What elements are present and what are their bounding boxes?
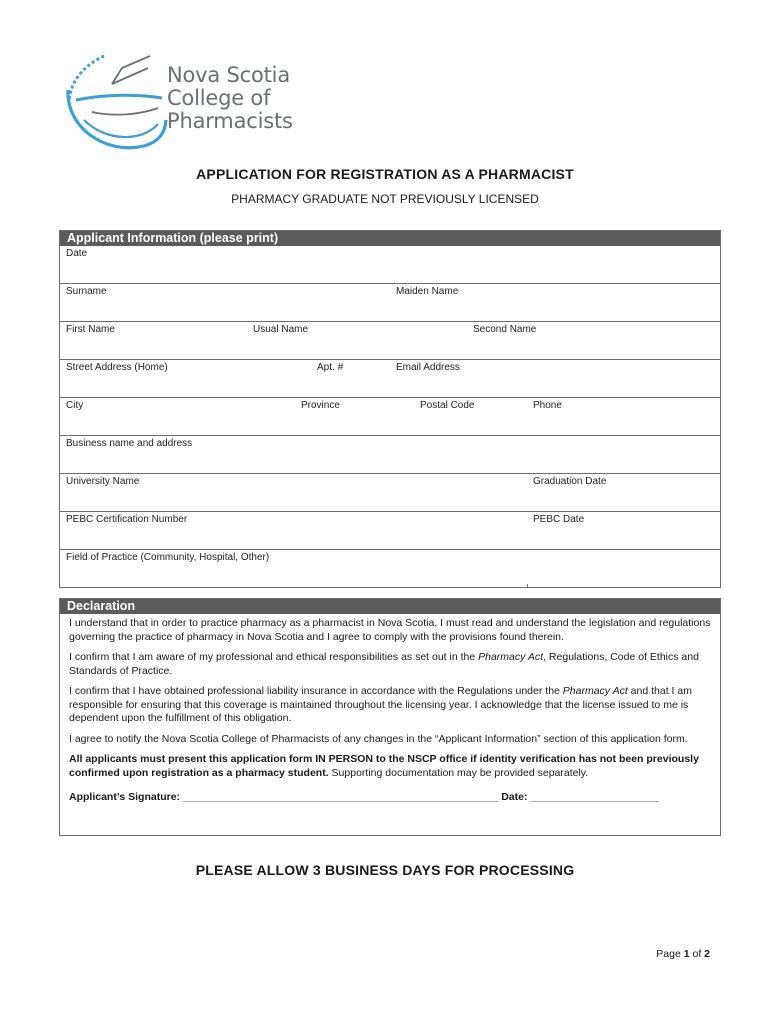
- university-label: University Name: [66, 476, 140, 487]
- mortar-pestle-icon: [66, 50, 176, 155]
- university-row: [60, 474, 720, 512]
- phone-label: Phone: [533, 400, 562, 411]
- street-address-label: Street Address (Home): [66, 362, 168, 373]
- applicant-section-header: Applicant Information (please print): [60, 231, 720, 246]
- logo-line-1: Nova Scotia: [167, 63, 290, 87]
- second-name-label: Second Name: [473, 324, 537, 335]
- declaration-paragraph-4: I agree to notify the Nova Scotia College of Pharmacists of any changes in the “Applicant Information” section of this application form.: [69, 732, 688, 745]
- pharmacy-act-ref: Pharmacy Act: [562, 685, 628, 697]
- declaration-paragraph-1: I understand that in order to practice pharmacy as a pharmacist in Nova Scotia, I must read and understand the legislation and regulations governing the practice of pharmacy in Nova Scotia and I agree to comply with the provisions found therein.: [69, 617, 711, 643]
- page-current: 1: [683, 948, 690, 960]
- business-row[interactable]: [60, 436, 720, 474]
- city-row: [60, 398, 720, 436]
- declaration-section: [59, 598, 721, 836]
- processing-notice: PLEASE ALLOW 3 BUSINESS DAYS FOR PROCESSING: [195, 862, 575, 878]
- usual-name-label: Usual Name: [253, 324, 309, 335]
- in-person-requirement: All applicants must present this application form IN PERSON to the NSCP office if identity verification has not been previously confirmed upon registration as a pharmacy student.: [69, 753, 699, 779]
- pebc-number-label: PEBC Certification Number: [66, 514, 188, 525]
- given-names-row: [60, 322, 720, 360]
- apt-label: Apt. #: [317, 362, 344, 373]
- declaration-body: [60, 614, 720, 805]
- date-field[interactable]: [60, 246, 720, 284]
- declaration-paragraph-2: I confirm that I am aware of my professional and ethical responsibilities as set out in the Pharmacy Act, Regulations, Code of Ethics and Standards of Practice.: [69, 651, 699, 677]
- postal-code-label: Postal Code: [420, 400, 475, 411]
- province-label: Province: [301, 400, 340, 411]
- city-label: City: [66, 400, 84, 411]
- date-label: Date: [66, 248, 88, 259]
- field-of-practice-label: Field of Practice (Community, Hospital, Other): [66, 552, 270, 563]
- business-label: Business name and address: [66, 438, 193, 449]
- pebc-date-label: PEBC Date: [533, 514, 585, 525]
- graduation-date-label: Graduation Date: [533, 476, 607, 487]
- maiden-name-label: Maiden Name: [396, 286, 459, 297]
- page-subtitle: PHARMACY GRADUATE NOT PREVIOUSLY LICENSED: [231, 192, 539, 206]
- address-row: [60, 360, 720, 398]
- applicant-information-table: [59, 230, 721, 588]
- pharmacy-act-ref: Pharmacy Act: [478, 651, 544, 663]
- cell-divider-tick: [527, 584, 528, 588]
- email-label: Email Address: [396, 362, 460, 373]
- declaration-header: Declaration: [60, 599, 720, 614]
- field-of-practice-row[interactable]: [60, 550, 720, 588]
- pebc-row: [60, 512, 720, 550]
- declaration-paragraph-5: All applicants must present this application form IN PERSON to the NSCP office if identity verification has not been previously confirmed upon registration as a pharmacy student. Supporting documentation may be provided separately.: [69, 753, 699, 779]
- first-name-label: First Name: [66, 324, 115, 335]
- logo-line-3: Pharmacists: [167, 109, 293, 133]
- page-total: 2: [704, 948, 710, 960]
- name-row: [60, 284, 720, 322]
- surname-label: Surname: [66, 286, 107, 297]
- page-title: APPLICATION FOR REGISTRATION AS A PHARMACIST: [196, 166, 574, 182]
- declaration-paragraph-3: I confirm that I have obtained professional liability insurance in accordance with the Regulations under the Pharmacy Act and that I am responsible for ensuring that this coverage is maintained throughout the licensing year. I acknowledge that the license issued to me is dependent upon the fulfillment of this obligation.: [69, 685, 692, 724]
- signature-line[interactable]: Applicant’s Signature: ______________________________________________________ Date: ______________________: [69, 791, 659, 803]
- logo-line-2: College of: [167, 86, 271, 110]
- page-number: Page 1 of 2: [656, 948, 710, 960]
- nscp-logo: [66, 50, 293, 155]
- logo-wordmark: [167, 64, 293, 133]
